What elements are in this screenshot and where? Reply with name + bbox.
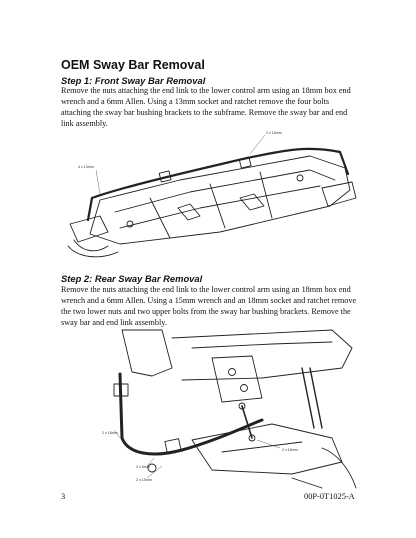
callout-rear-18mm-b: 2 x 18mm (282, 448, 298, 452)
page-title: OEM Sway Bar Removal (61, 58, 205, 72)
step-2-instructions: Remove the nuts attaching the end link to the lower control arm using an 18mm box end wrench and a 6mm Allen. Using a 15mm wrench and an 18mm socket and ratchet remove the two lower nuts and two upper bolts from the sway bar bushing brackets. Remove the sway bar and end link assembly. (61, 285, 357, 327)
page-number: 3 (61, 492, 66, 501)
callout-rear-15mm: 2 x 15mm (136, 478, 152, 482)
callout-rear-18mm-a: 2 x 18mm (102, 431, 118, 435)
step-2-heading: Step 2: Rear Sway Bar Removal (61, 273, 203, 284)
callout-rear-6mm: 2 x 6mm (136, 465, 150, 469)
document-code: 00P-0T1025-A (304, 492, 355, 501)
callout-front-18mm: 2 x 18mm (266, 131, 282, 135)
rear-sway-bar-illustration (92, 328, 360, 490)
step-1-heading: Step 1: Front Sway Bar Removal (61, 75, 206, 86)
step-1-instructions: Remove the nuts attaching the end link to the lower control arm using an 18mm box end wrench and a 6mm Allen. Using a 13mm socket and ratchet remove the four bolts attaching the sway bar bushing brackets to the subframe. Remove the sway bar and end link assembly. (61, 86, 351, 128)
callout-front-13mm: 4 x 13mm (78, 165, 94, 169)
front-sway-bar-illustration (60, 128, 360, 263)
